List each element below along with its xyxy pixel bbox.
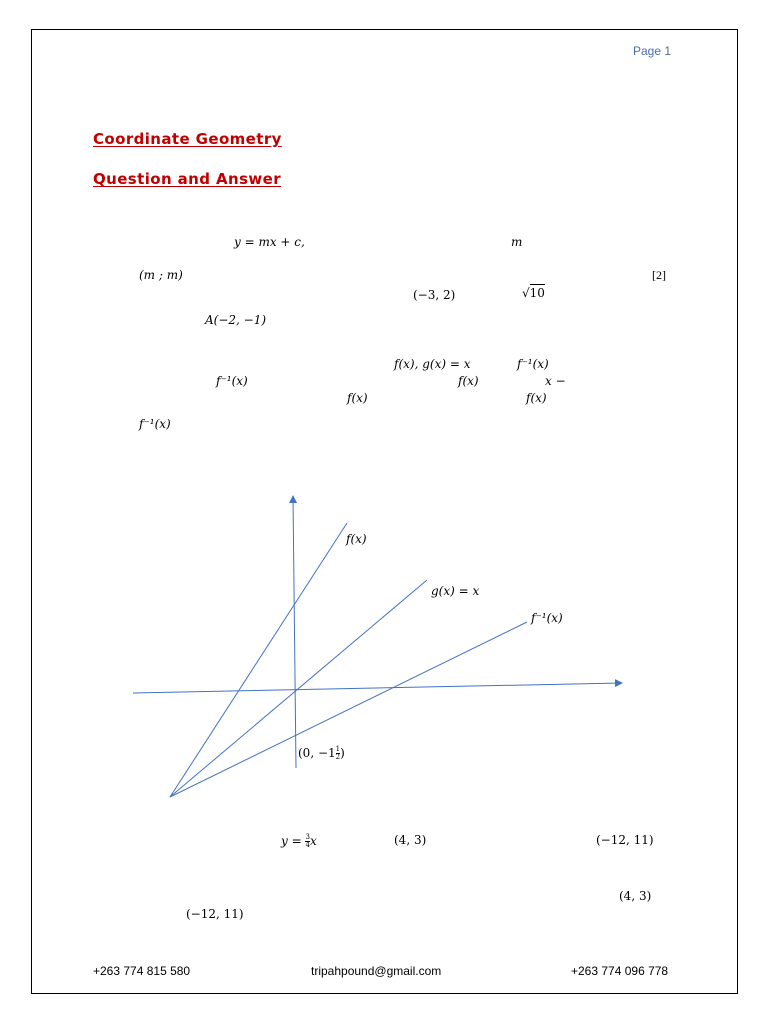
math-m: m xyxy=(511,235,523,249)
y-eq-x: x xyxy=(309,834,317,848)
math-x-minus: x − xyxy=(545,374,566,388)
math-finv-1: f⁻¹(x) xyxy=(517,357,549,371)
line-gx xyxy=(170,580,427,797)
graph-label-finv: f⁻¹(x) xyxy=(531,611,563,625)
math-equation-line: y = mx + c, xyxy=(234,235,305,249)
page-number: Page 1 xyxy=(633,44,672,58)
footer-phone-left: +263 774 815 580 xyxy=(93,964,191,978)
title-line-2: Question and Answer xyxy=(93,170,282,188)
math-point-neg12-11-a: (−12, 11) xyxy=(596,833,654,847)
line-finv xyxy=(170,622,527,797)
intercept-frac-num: 1 xyxy=(335,745,341,753)
math-point-4-3-a: (4, 3) xyxy=(394,833,427,847)
intercept-prefix: (0, −1 xyxy=(298,746,336,760)
math-point-neg3-2: (−3, 2) xyxy=(413,288,456,302)
math-point-4-3-b: (4, 3) xyxy=(619,889,652,903)
x-axis xyxy=(133,683,621,693)
graph-label-intercept xyxy=(298,746,345,761)
footer-email[interactable]: tripahpound@gmail.com xyxy=(311,964,442,978)
sqrt-symbol: √ xyxy=(522,286,530,300)
math-point-A: A(−2, −1) xyxy=(205,313,267,327)
math-finv-2: f⁻¹(x) xyxy=(216,374,248,388)
math-fx-gx: f(x), g(x) = x xyxy=(394,357,471,371)
frac-num: 3 xyxy=(305,833,310,841)
math-fx-3: f(x) xyxy=(526,391,547,405)
y-axis xyxy=(293,497,296,768)
math-y-three-quarters-x xyxy=(281,834,317,849)
graph-label-fx: f(x) xyxy=(346,532,367,546)
y-eq: y = xyxy=(281,834,302,848)
math-point-neg12-11-b: (−12, 11) xyxy=(186,907,244,921)
math-finv-3: f⁻¹(x) xyxy=(139,417,171,431)
title-line-1: Coordinate Geometry xyxy=(93,130,282,148)
intercept-frac-den: 2 xyxy=(335,753,341,761)
intercept-suffix: ) xyxy=(340,746,345,760)
math-m-pair: (m ; m) xyxy=(139,268,183,282)
math-fx-1: f(x) xyxy=(458,374,479,388)
sqrt-radicand: 10 xyxy=(529,286,545,300)
footer-phone-right: +263 774 096 778 xyxy=(571,964,669,978)
graph-label-gx: g(x) = x xyxy=(431,584,480,598)
frac-den: 4 xyxy=(305,841,310,849)
math-fx-2: f(x) xyxy=(347,391,368,405)
marks-label: [2] xyxy=(652,268,666,282)
